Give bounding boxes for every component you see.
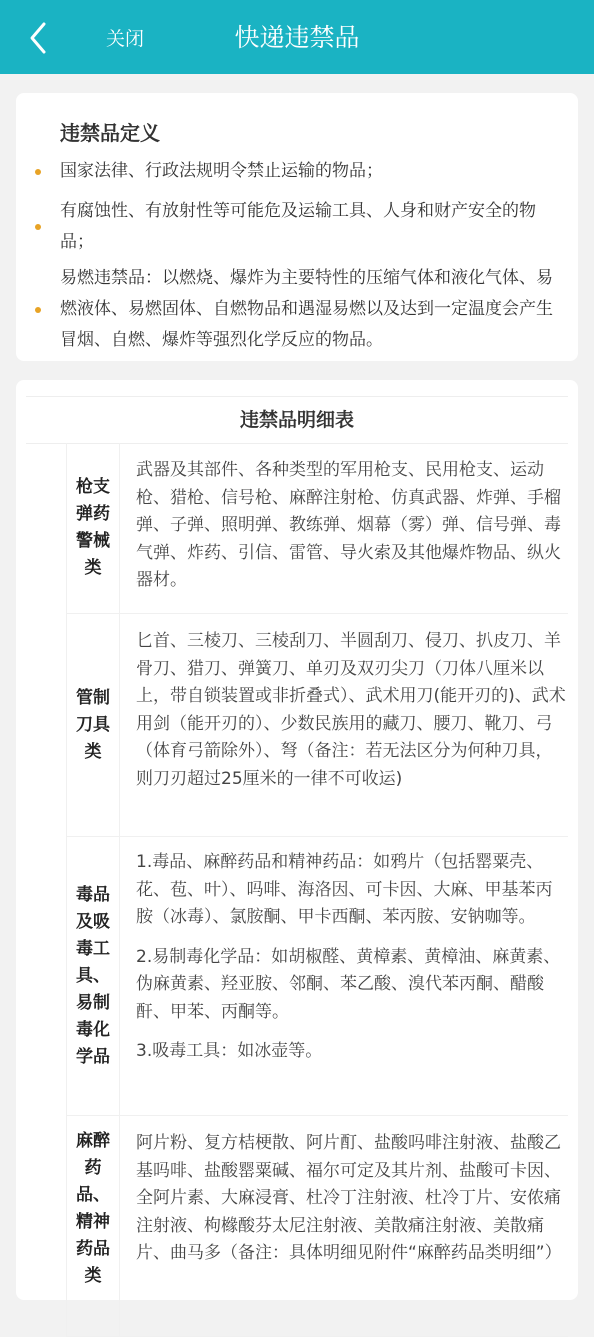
definition-item: 国家法律、行政法规明令禁止运输的物品； (60, 156, 560, 187)
definition-item: 易燃违禁品：以燃烧、爆炸为主要特性的压缩气体和液化气体、易燃液体、易燃固体、自燃物品和遇湿易燃以及达到一定温度会产生冒烟、自燃、爆炸等强烈化学反应的物品。 (60, 263, 560, 356)
top-navigation-bar (0, 0, 594, 74)
category-cell: 枪支弹药警械类 (66, 443, 120, 613)
table-row (66, 837, 568, 1116)
description-cell: 1.毒品、麻醉药品和精神药品：如鸦片（包括罂粟壳、花、苞、叶）、吗啡、海洛因、可卡因、大麻、甲基苯丙胺（冰毒）、氯胺酮、甲卡西酮、苯丙胺、安钠咖等。 2.易制毒化学品：如胡椒醛、黄樟素、黄樟油、麻黄素、伪麻黄素、羟亚胺、邻酮、苯乙酸、溴代苯丙酮、醋酸酐、甲苯、丙酮等。 3.吸毒工具：如冰壶等。 (136, 852, 561, 1061)
definition-title: 违禁品定义 (60, 121, 160, 145)
close-button[interactable]: 关闭 (106, 28, 145, 50)
definition-card (16, 93, 578, 361)
category-cell: 毒品及吸毒工具、易制毒化学品 (66, 837, 120, 1115)
table-row (66, 614, 568, 837)
table-row (66, 443, 568, 614)
definition-item: 有腐蚀性、有放射性等可能危及运输工具、人身和财产安全的物品； (60, 196, 560, 258)
category-cell: 管制刀具类 (66, 614, 120, 836)
bullet-dot-icon (35, 169, 41, 175)
description-cell: 阿片粉、复方桔梗散、阿片酊、盐酸吗啡注射液、盐酸乙基吗啡、盐酸罂粟碱、福尔可定及其片剂、盐酸可卡因、全阿片素、大麻浸膏、杜冷丁注射液、杜冷丁片、安侬痛注射液、枸橼酸芬太尼注射液、美散痛注射液、美散痛片、曲马多（备注：具体明细见附件“麻醉药品类明细”） (136, 1133, 562, 1263)
page-title: 快递违禁品 (234, 23, 360, 52)
description-cell: 武器及其部件、各种类型的军用枪支、民用枪支、运动枪、猎枪、信号枪、麻醉注射枪、仿真武器、炸弹、手榴弹、子弹、照明弹、教练弹、烟幕（雾）弹、信号弹、毒气弹、炸药、引信、雷管、导火索及其他爆炸物品、纵火器材。 (136, 460, 561, 590)
category-cell: 麻醉药品、精神药品类 (66, 1116, 120, 1336)
bullet-dot-icon (35, 224, 41, 230)
table-title: 违禁品明细表 (26, 396, 568, 444)
table-row (66, 1116, 568, 1337)
prohibited-items-table-card (16, 380, 578, 1300)
bullet-dot-icon (35, 307, 41, 313)
description-cell: 匕首、三棱刀、三棱刮刀、半圆刮刀、侵刀、扒皮刀、羊骨刀、猎刀、弹簧刀、单刃及双刃尖刀（刀体八厘米以上，带自锁装置或非折叠式）、武术用刀(能开刃的)、武术用剑（能开刃的）、少数民族用的藏刀、腰刀、靴刀、弓（体育弓箭除外）、弩（备注：若无法区分为何种刀具，则刀刃超过25厘米的一律不可收运) (136, 631, 566, 789)
